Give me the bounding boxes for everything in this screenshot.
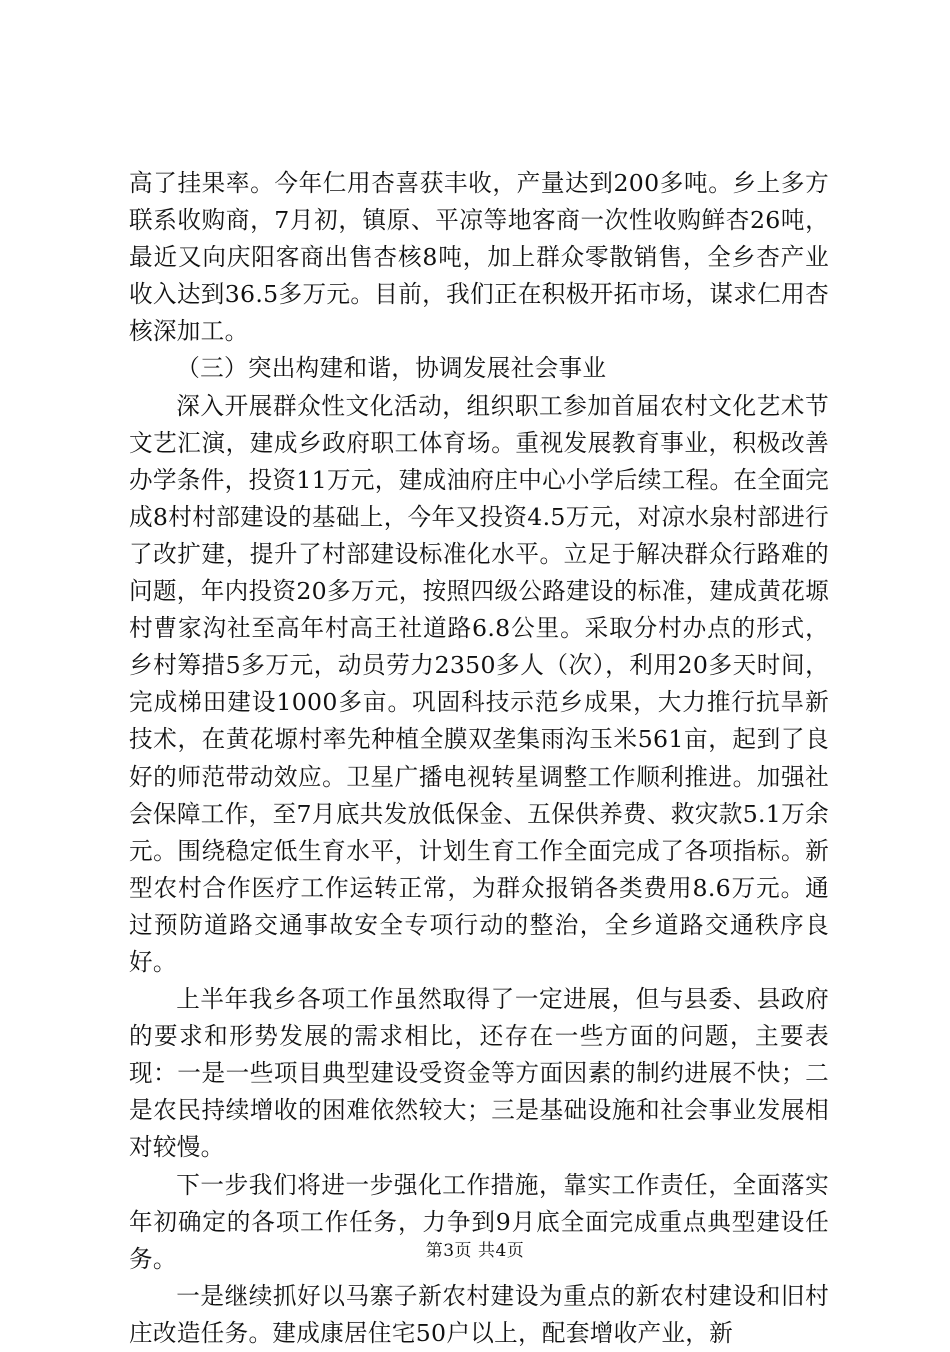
section-heading-social-affairs: （三）突出构建和谐，协调发展社会事业 — [176, 354, 607, 383]
document-body — [129, 165, 829, 1352]
paragraph-existing-problems: 上半年我乡各项工作虽然取得了一定进展，但与县委、县政府的要求和形势发展的需求相比，还存在一些方面的问题，主要表现：一是一些项目典型建设受资金等方面因素的制约进展不快；二是农民持续增收的困难依然较大；三是基础设施和社会事业发展相对较慢。 — [129, 985, 829, 1162]
paragraph-apricot-harvest: 高了挂果率。今年仁用杏喜获丰收，产量达到200多吨。乡上多方联系收购商，7月初，镇原、平凉等地客商一次性收购鲜杏26吨，最近又向庆阳客商出售杏核8吨，加上群众零散销售，全乡杏产业收入达到36.5多万元。目前，我们正在积极开拓市场，谋求仁用杏核深加工。 — [129, 169, 829, 346]
paragraph-next-steps: 下一步我们将进一步强化工作措施，靠实工作责任，全面落实年初确定的各项工作任务，力争到9月底全面完成重点典型建设任务。 — [129, 1170, 829, 1273]
paragraph-task-one: 一是继续抓好以马寨子新农村建设为重点的新农村建设和旧村庄改造任务。建成康居住宅50户以上，配套增收产业，新 — [129, 1281, 829, 1347]
paragraph-social-development: 深入开展群众性文化活动，组织职工参加首届农村文化艺术节文艺汇演，建成乡政府职工体育场。重视发展教育事业，积极改善办学条件，投资11万元，建成油府庄中心小学后续工程。在全面完成8村村部建设的基础上，今年又投资4.5万元，对凉水泉村部进行了改扩建，提升了村部建设标准化水平。立足于解决群众行路难的问题，年内投资20多万元，按照四级公路建设的标准，建成黄花塬村曹家沟社至高年村高王社道路6.8公里。采取分村办点的形式，乡村筹措5多万元，动员劳力2350多人（次），利用20多天时间，完成梯田建设1000多亩。巩固科技示范乡成果，大力推行抗旱新技术，在黄花塬村率先种植全膜双垄集雨沟玉米561亩，起到了良好的师范带动效应。卫星广播电视转星调整工作顺利推进。加强社会保障工作，至7月底共发放低保金、五保供养费、救灾款5.1万余元。围绕稳定低生育水平，计划生育工作全面完成了各项指标。新型农村合作医疗工作运转正常，为群众报销各类费用8.6万元。通过预防道路交通事故安全专项行动的整治，全乡道路交通秩序良好。 — [129, 391, 829, 976]
page-footer: 第3页 共4页 — [425, 1241, 525, 1261]
